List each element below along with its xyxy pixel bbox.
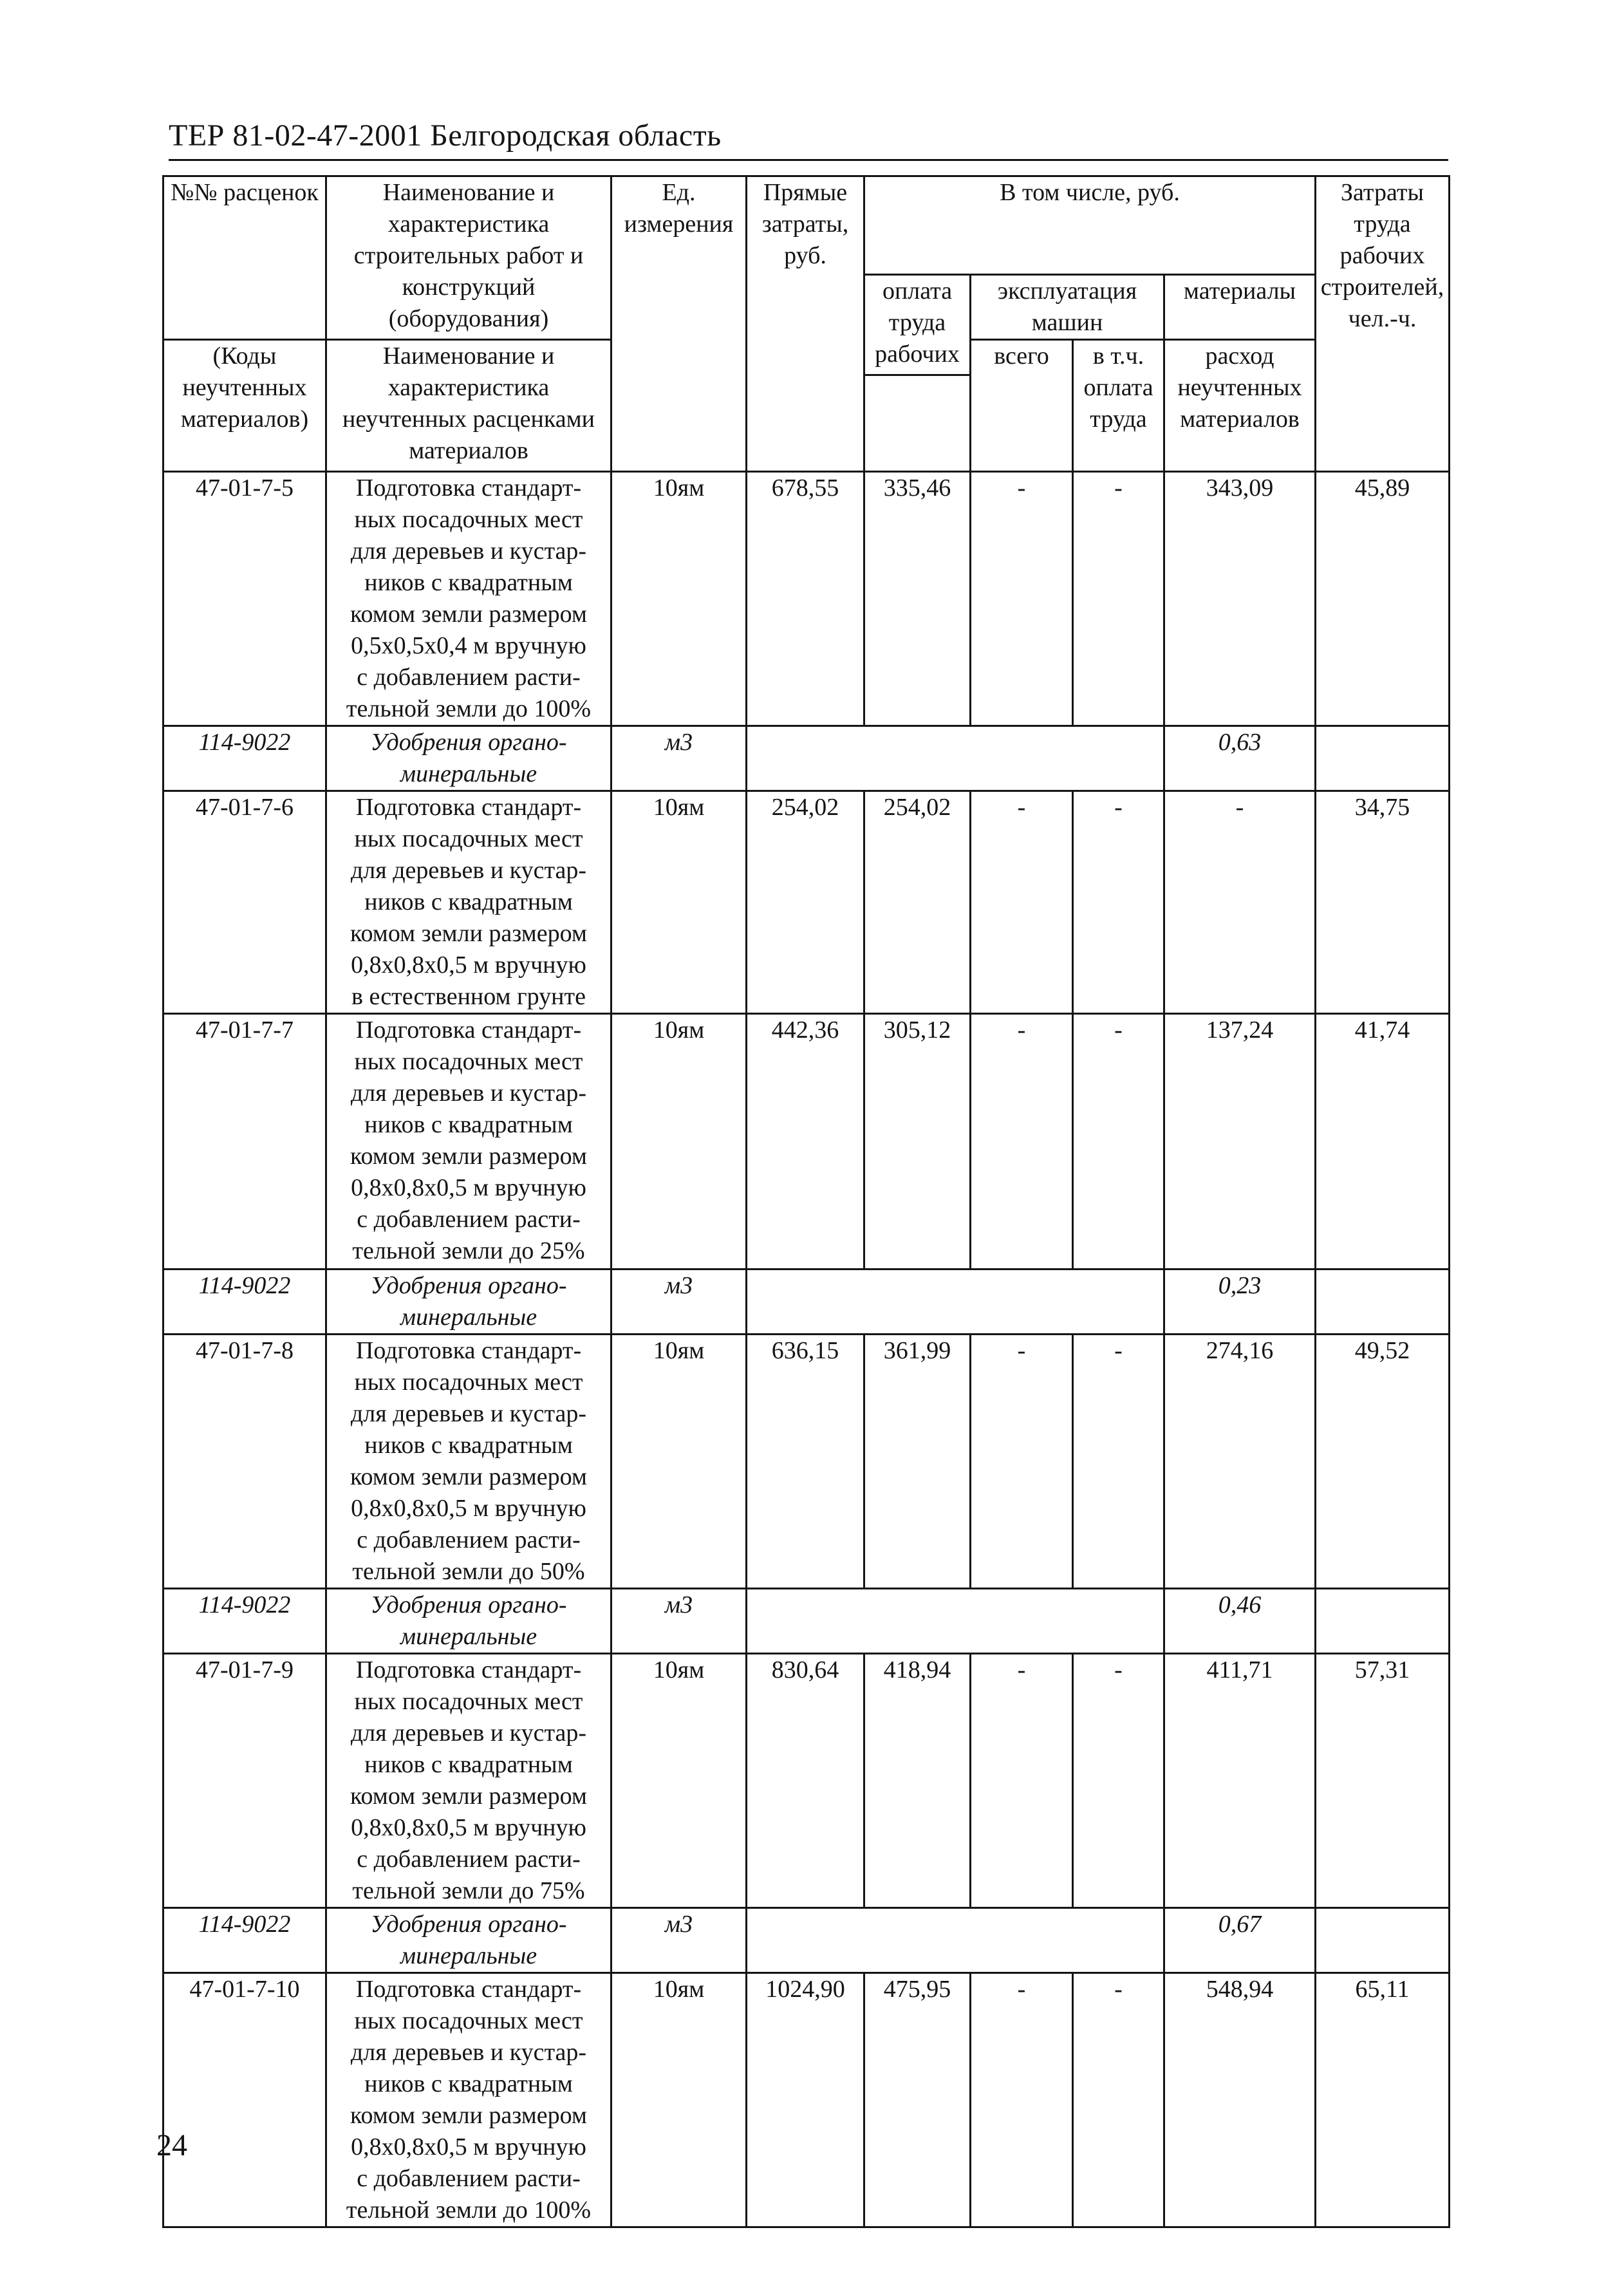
material-labor-empty — [1316, 1908, 1450, 1973]
material-empty-span — [747, 726, 1164, 791]
description-line: комом земли размером — [350, 2102, 587, 2129]
rate-machines-wages: - — [1073, 1654, 1164, 1908]
rate-machines-total: - — [971, 1335, 1073, 1589]
material-code: 114-9022 — [163, 1908, 326, 1973]
description-line: тельной земли до 50% — [352, 1558, 585, 1585]
material-name-line: минеральные — [400, 1623, 537, 1650]
description-line: с добавлением расти- — [357, 1206, 581, 1233]
description-line: с добавлением расти- — [357, 2165, 581, 2192]
description-line: 0,8х0,8х0,5 м вручную — [351, 951, 586, 979]
material-code: 114-9022 — [163, 1270, 326, 1335]
rate-code: 47-01-7-9 — [163, 1654, 326, 1908]
description-line: ных посадочных мест — [354, 1688, 583, 1715]
rate-machines-total: - — [971, 791, 1073, 1014]
description-line: для деревьев и кустар- — [350, 538, 587, 565]
rate-row — [163, 1973, 1450, 2227]
material-name-line: Удобрения органо- — [370, 1911, 567, 1938]
description-line: комом земли размером — [350, 601, 587, 628]
description-line: с добавлением расти- — [357, 1846, 581, 1873]
description-line: с добавлением расти- — [357, 1526, 581, 1553]
rate-wages: 361,99 — [864, 1335, 971, 1589]
header-direct: Прямые затраты, руб. — [747, 176, 864, 472]
material-code: 114-9022 — [163, 1589, 326, 1654]
rate-direct-costs: 442,36 — [747, 1014, 864, 1270]
description-line: Подготовка стандарт- — [355, 1976, 582, 2003]
material-name-line: минеральные — [400, 1942, 537, 1969]
material-name — [326, 726, 611, 791]
rate-wages: 335,46 — [864, 472, 971, 726]
rate-unit: 10ям — [611, 472, 747, 726]
rate-machines-total: - — [971, 1973, 1073, 2227]
material-name-line: Удобрения органо- — [370, 729, 567, 756]
material-name — [326, 1270, 611, 1335]
rate-machines-total: - — [971, 1014, 1073, 1270]
description-line: ников с квадратным — [364, 1751, 573, 1778]
description-line: 0,8х0,8х0,5 м вручную — [351, 1814, 586, 1841]
description-line: комом земли размером — [350, 1463, 587, 1490]
rate-unit: 10ям — [611, 1335, 747, 1589]
material-quantity: 0,63 — [1164, 726, 1316, 791]
rate-row — [163, 472, 1450, 726]
header-code: №№ расценок — [163, 176, 326, 340]
header-labor: Затраты труда рабочих строителей, чел.-ч. — [1316, 176, 1450, 472]
rate-materials: 548,94 — [1164, 1973, 1316, 2227]
rate-description — [326, 1973, 611, 2227]
rate-machines-wages: - — [1073, 1335, 1164, 1589]
description-line: комом земли размером — [350, 920, 587, 947]
header-unit: Ед. измерения — [611, 176, 747, 472]
description-line: тельной земли до 100% — [346, 2197, 592, 2224]
description-line: тельной земли до 75% — [352, 1877, 585, 1904]
material-code: 114-9022 — [163, 726, 326, 791]
header-wages: оплата труда рабочих — [864, 275, 971, 375]
material-name — [326, 1589, 611, 1654]
rate-row — [163, 1335, 1450, 1589]
page-header: ТЕР 81-02-47-2001 Белгородская область — [169, 118, 722, 153]
description-line: ных посадочных мест — [354, 825, 583, 852]
material-unit: м3 — [611, 1589, 747, 1654]
rate-description — [326, 472, 611, 726]
material-name-line: минеральные — [400, 1304, 537, 1331]
rate-machines-wages: - — [1073, 1014, 1164, 1270]
header-rule — [169, 159, 1448, 161]
header-including: В том числе, руб. — [864, 176, 1316, 275]
header-machines: эксплуатация машин — [971, 275, 1164, 340]
header-name-2: Наименование и характеристика неучтенных расценками материалов — [326, 340, 611, 472]
rate-row — [163, 1014, 1450, 1270]
rate-code: 47-01-7-7 — [163, 1014, 326, 1270]
rate-labor: 49,52 — [1316, 1335, 1450, 1589]
header-materials: материалы — [1164, 275, 1316, 340]
description-line: с добавлением расти- — [357, 664, 581, 691]
rate-direct-costs: 1024,90 — [747, 1973, 864, 2227]
description-line: для деревьев и кустар- — [350, 1719, 587, 1747]
material-labor-empty — [1316, 1589, 1450, 1654]
rate-machines-total: - — [971, 472, 1073, 726]
description-line: ников с квадратным — [364, 569, 573, 596]
material-unit: м3 — [611, 726, 747, 791]
rates-table — [162, 175, 1450, 2228]
rate-unit: 10ям — [611, 1973, 747, 2227]
rate-direct-costs: 830,64 — [747, 1654, 864, 1908]
material-quantity: 0,23 — [1164, 1270, 1316, 1335]
rate-wages: 475,95 — [864, 1973, 971, 2227]
rate-machines-wages: - — [1073, 1973, 1164, 2227]
header-machines-wages: в т.ч. оплата труда — [1073, 340, 1164, 472]
description-line: ных посадочных мест — [354, 1048, 583, 1075]
description-line: тельной земли до 100% — [346, 695, 592, 722]
description-line: для деревьев и кустар- — [350, 2039, 587, 2066]
rate-description — [326, 1654, 611, 1908]
rate-wages: 418,94 — [864, 1654, 971, 1908]
material-empty-span — [747, 1908, 1164, 1973]
rate-materials: 411,71 — [1164, 1654, 1316, 1908]
description-line: Подготовка стандарт- — [355, 474, 582, 501]
rate-wages: 254,02 — [864, 791, 971, 1014]
rate-unit: 10ям — [611, 1014, 747, 1270]
rate-wages: 305,12 — [864, 1014, 971, 1270]
header-materials-consumption: расход неучтенных материалов — [1164, 340, 1316, 472]
rate-machines-total: - — [971, 1654, 1073, 1908]
rate-unit: 10ям — [611, 791, 747, 1014]
description-line: ных посадочных мест — [354, 1369, 583, 1396]
material-name-line: минеральные — [400, 760, 537, 787]
material-unit: м3 — [611, 1270, 747, 1335]
description-line: Подготовка стандарт- — [355, 1017, 582, 1044]
description-line: 0,8х0,8х0,5 м вручную — [351, 1495, 586, 1522]
material-name-line: Удобрения органо- — [370, 1272, 567, 1299]
description-line: комом земли размером — [350, 1783, 587, 1810]
description-line: Подготовка стандарт- — [355, 794, 582, 821]
table-body — [163, 176, 1450, 2227]
material-empty-span — [747, 1589, 1164, 1654]
description-line: для деревьев и кустар- — [350, 1080, 587, 1107]
material-unit: м3 — [611, 1908, 747, 1973]
rate-materials: 343,09 — [1164, 472, 1316, 726]
description-line: ников с квадратным — [364, 888, 573, 915]
rate-materials: 274,16 — [1164, 1335, 1316, 1589]
rate-code: 47-01-7-6 — [163, 791, 326, 1014]
page-number: 24 — [156, 2128, 187, 2162]
material-quantity: 0,67 — [1164, 1908, 1316, 1973]
description-line: 0,8х0,8х0,5 м вручную — [351, 2133, 586, 2160]
description-line: комом земли размером — [350, 1143, 587, 1170]
material-row — [163, 1589, 1450, 1654]
material-name-line: Удобрения органо- — [370, 1591, 567, 1618]
material-row — [163, 1908, 1450, 1973]
description-line: в естественном грунте — [351, 983, 586, 1010]
rate-direct-costs: 636,15 — [747, 1335, 864, 1589]
material-empty-span — [747, 1270, 1164, 1335]
rate-materials: 137,24 — [1164, 1014, 1316, 1270]
description-line: ников с квадратным — [364, 2070, 573, 2097]
rate-labor: 57,31 — [1316, 1654, 1450, 1908]
rate-row — [163, 791, 1450, 1014]
material-labor-empty — [1316, 726, 1450, 791]
rate-materials: - — [1164, 791, 1316, 1014]
description-line: 0,8х0,8х0,5 м вручную — [351, 1174, 586, 1201]
description-line: для деревьев и кустар- — [350, 857, 587, 884]
header-wages-cont — [864, 375, 971, 472]
rate-machines-wages: - — [1073, 472, 1164, 726]
description-line: тельной земли до 25% — [352, 1237, 585, 1264]
rate-code: 47-01-7-10 — [163, 1973, 326, 2227]
header-name: Наименование и характеристика строительных работ и конструкций (оборудования) — [326, 176, 611, 340]
description-line: Подготовка стандарт- — [355, 1337, 582, 1364]
rate-description — [326, 1014, 611, 1270]
material-row — [163, 1270, 1450, 1335]
rate-labor: 45,89 — [1316, 472, 1450, 726]
rate-labor: 65,11 — [1316, 1973, 1450, 2227]
description-line: ников с квадратным — [364, 1111, 573, 1138]
rate-direct-costs: 678,55 — [747, 472, 864, 726]
material-name — [326, 1908, 611, 1973]
rate-machines-wages: - — [1073, 791, 1164, 1014]
header-machines-total: всего — [971, 340, 1073, 472]
material-labor-empty — [1316, 1270, 1450, 1335]
rate-labor: 34,75 — [1316, 791, 1450, 1014]
rate-description — [326, 1335, 611, 1589]
description-line: ников с квадратным — [364, 1432, 573, 1459]
header-code-2: (Коды неучтенных материалов) — [163, 340, 326, 472]
rate-labor: 41,74 — [1316, 1014, 1450, 1270]
rate-direct-costs: 254,02 — [747, 791, 864, 1014]
rate-row — [163, 1654, 1450, 1908]
rate-description — [326, 791, 611, 1014]
description-line: для деревьев и кустар- — [350, 1400, 587, 1427]
description-line: ных посадочных мест — [354, 506, 583, 533]
description-line: ных посадочных мест — [354, 2007, 583, 2034]
rate-unit: 10ям — [611, 1654, 747, 1908]
rate-code: 47-01-7-8 — [163, 1335, 326, 1589]
material-row — [163, 726, 1450, 791]
description-line: 0,5х0,5х0,4 м вручную — [351, 632, 586, 659]
rate-code: 47-01-7-5 — [163, 472, 326, 726]
header-row-1 — [163, 176, 1450, 275]
description-line: Подготовка стандарт- — [355, 1656, 582, 1683]
material-quantity: 0,46 — [1164, 1589, 1316, 1654]
